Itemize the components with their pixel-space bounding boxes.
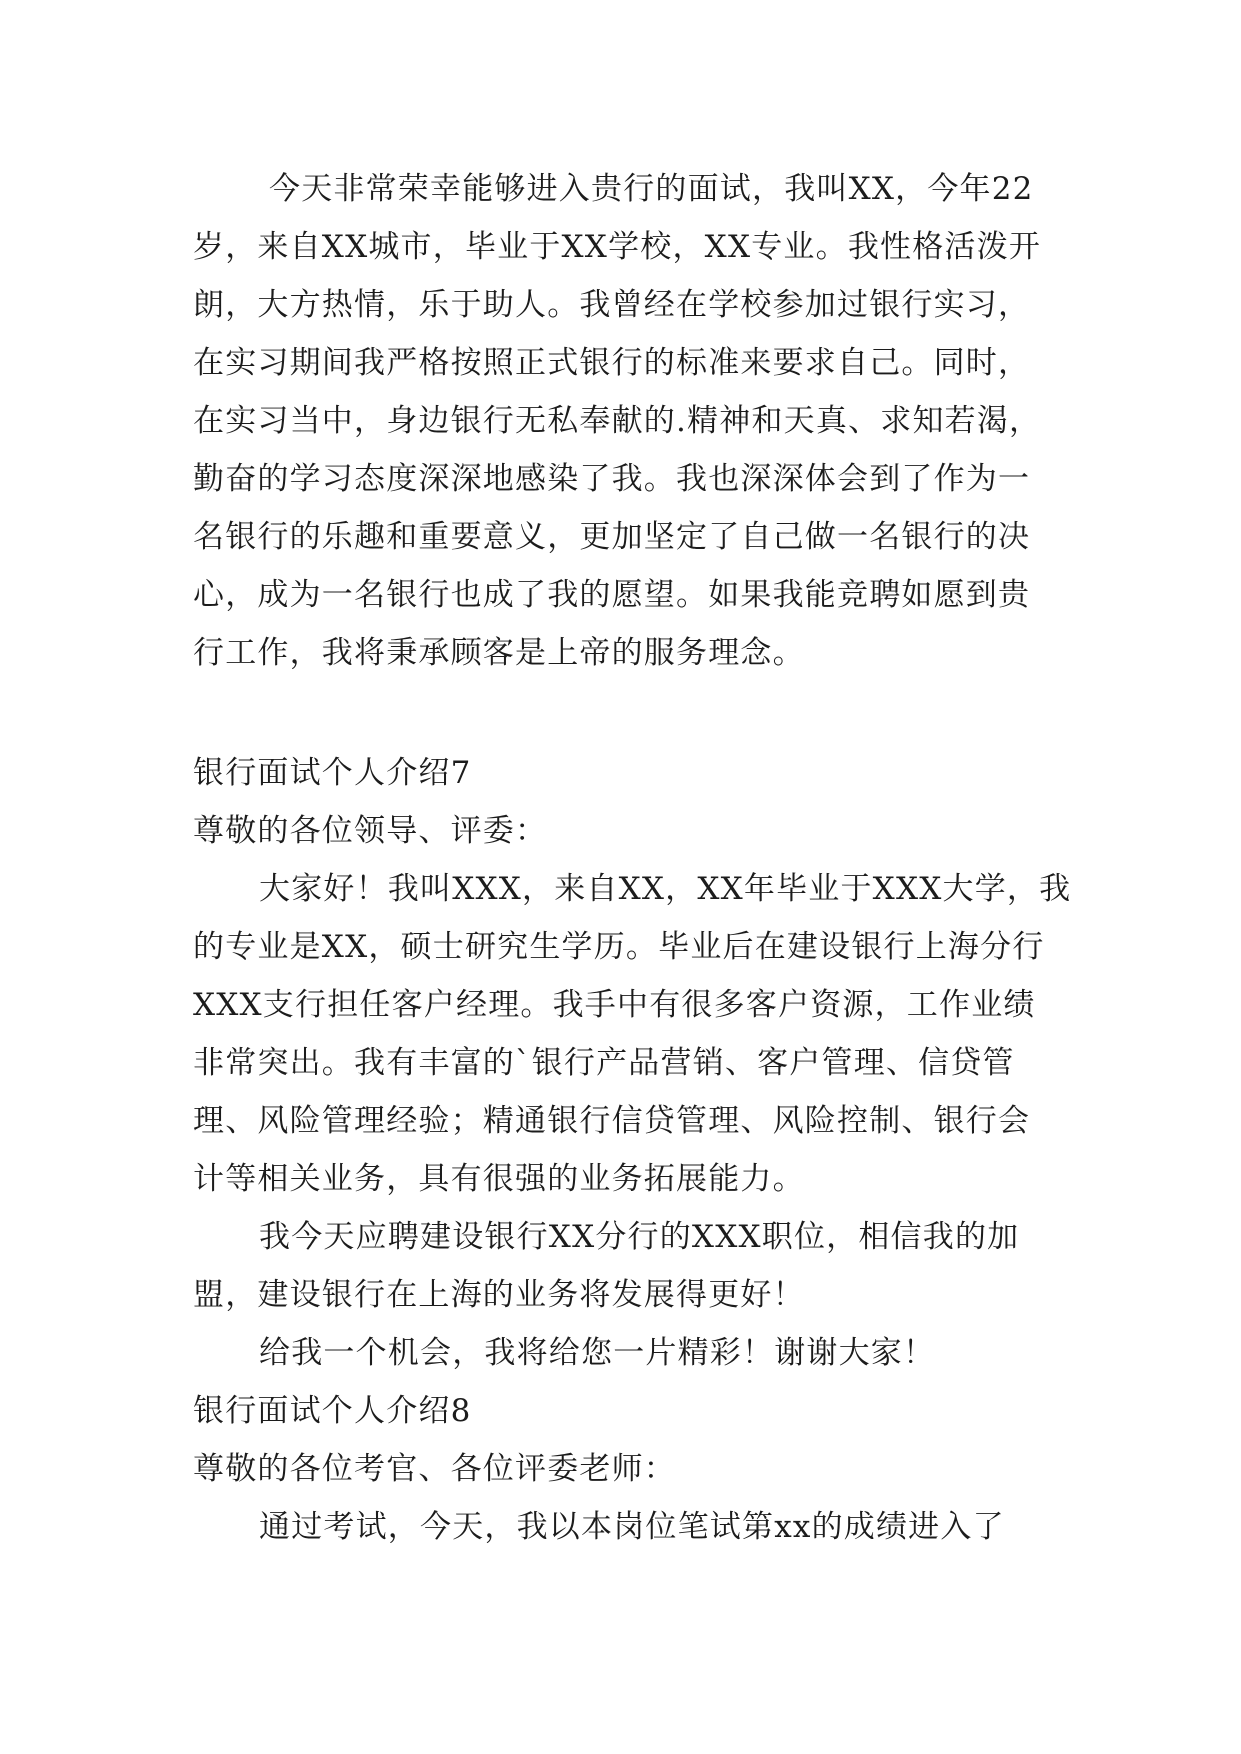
- paragraph-line: 名银行的乐趣和重要意义，更加坚定了自己做一名银行的决: [193, 519, 1031, 555]
- section-7-paragraph-1: [193, 860, 1072, 1208]
- section-heading: 银行面试个人介绍8: [193, 1393, 472, 1429]
- section-8-paragraph-1: [193, 1498, 1061, 1556]
- paragraph-line: 我今天应聘建设银行XX分行的XXX职位，相信我的加: [259, 1219, 1020, 1255]
- section-spacer: [193, 682, 1061, 744]
- salutation: 尊敬的各位领导、评委：: [193, 813, 548, 849]
- intro-paragraph: [193, 160, 1061, 682]
- paragraph-line: 的专业是XX，硕士研究生学历。毕业后在建设银行上海分行: [193, 929, 1045, 965]
- paragraph-line: XXX支行担任客户经理。我手中有很多客户资源，工作业绩: [193, 987, 1036, 1023]
- paragraph-line: 在实习期间我严格按照正式银行的标准来要求自己。同时，: [193, 345, 1031, 381]
- document-body: [193, 160, 1072, 1556]
- paragraph-line: 大家好！我叫XXX，来自XX，XX年毕业于XXX大学，我: [259, 871, 1072, 907]
- paragraph-line: 通过考试，今天，我以本岗位笔试第xx的成绩进入了: [259, 1509, 1005, 1545]
- paragraph-line: 非常突出。我有丰富的`银行产品营销、客户管理、信贷管: [193, 1045, 1015, 1081]
- paragraph-line: 朗，大方热情，乐于助人。我曾经在学校参加过银行实习，: [193, 287, 1031, 323]
- paragraph-line: 计等相关业务，具有很强的业务拓展能力。: [193, 1161, 805, 1197]
- paragraph-line: 理、风险管理经验；精通银行信贷管理、风险控制、银行会: [193, 1103, 1031, 1139]
- paragraph-line: 行工作，我将秉承顾客是上帝的服务理念。: [193, 635, 805, 671]
- section-7-paragraph-2: [193, 1208, 1061, 1324]
- paragraph-line: 在实习当中，身边银行无私奉献的.精神和天真、求知若渴，: [193, 403, 1042, 439]
- section-7: [193, 744, 1072, 1382]
- paragraph-line: 今天非常荣幸能够进入贵行的面试，我叫XX，今年22: [269, 171, 1034, 207]
- paragraph-line: 给我一个机会，我将给您一片精彩！谢谢大家！: [259, 1335, 936, 1371]
- paragraph-line: 盟，建设银行在上海的业务将发展得更好！: [193, 1277, 805, 1313]
- paragraph-line: 岁，来自XX城市，毕业于XX学校，XX专业。我性格活泼开: [193, 229, 1042, 265]
- paragraph-line: 勤奋的学习态度深深地感染了我。我也深深体会到了作为一: [193, 461, 1031, 497]
- section-8: [193, 1382, 1061, 1556]
- paragraph-line: 心，成为一名银行也成了我的愿望。如果我能竞聘如愿到贵: [193, 577, 1031, 613]
- salutation: 尊敬的各位考官、各位评委老师：: [193, 1451, 676, 1487]
- section-heading: 银行面试个人介绍7: [193, 755, 472, 791]
- section-7-paragraph-3: [193, 1324, 1061, 1382]
